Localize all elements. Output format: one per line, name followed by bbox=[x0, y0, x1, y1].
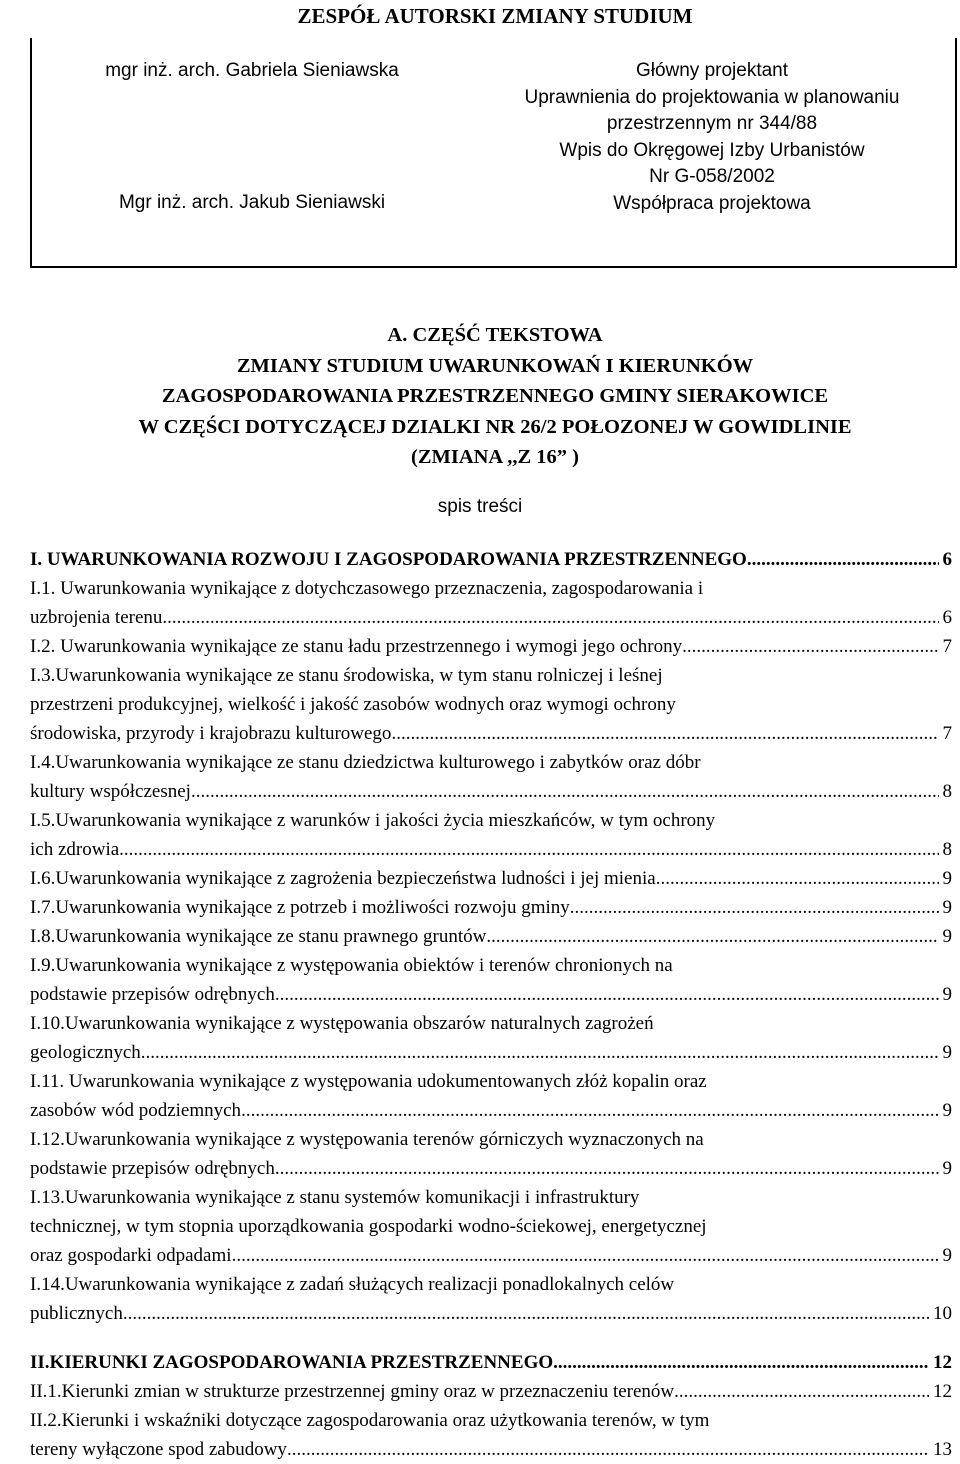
toc-entry-text: I.2. Uwarunkowania wynikające ze stanu ładu przestrzennego i wymogi jego ochrony bbox=[30, 636, 683, 657]
toc-entry-text: geologicznych. bbox=[30, 1042, 146, 1063]
toc-entry-text: oraz gospodarki odpadami bbox=[30, 1245, 232, 1266]
role-line: Główny projektant bbox=[635, 60, 789, 81]
part-heading bbox=[0, 320, 960, 473]
role-line: Nr G-058/2002 bbox=[649, 166, 775, 187]
toc-entry-text: środowiska, przyrody i krajobrazu kulturowego bbox=[30, 723, 392, 744]
toc-entry-line bbox=[30, 864, 952, 893]
toc-page-number: 12 bbox=[933, 1352, 952, 1373]
toc-page-number: 9 bbox=[942, 926, 952, 947]
toc-dot-leader bbox=[275, 980, 939, 1009]
toc-entry-line bbox=[30, 545, 952, 574]
toc-entry-text: kultury współczesnej bbox=[30, 781, 191, 802]
toc-entry[interactable] bbox=[30, 545, 952, 574]
toc-entry-line bbox=[30, 690, 952, 719]
toc-entry-line bbox=[30, 1009, 952, 1038]
heading-line: ZMIANY STUDIUM UWARUNKOWAŃ I KIERUNKÓW bbox=[236, 354, 754, 377]
role-line: Uprawnienia do projektowania w planowaniu bbox=[524, 86, 900, 108]
toc-page-number: 9 bbox=[942, 1042, 952, 1063]
toc-dot-leader bbox=[241, 1096, 938, 1125]
toc-entry-text: podstawie przepisów odrębnych bbox=[30, 984, 275, 1005]
toc-page-number: 6 bbox=[942, 549, 952, 570]
table-of-contents bbox=[30, 545, 952, 1464]
toc-entry-line bbox=[30, 806, 952, 835]
toc-dot-leader bbox=[232, 1241, 939, 1270]
toc-entry[interactable] bbox=[30, 951, 952, 1009]
toc-entry-text: I.4.Uwarunkowania wynikające ze stanu dziedzictwa kulturowego i zabytków oraz dóbr bbox=[30, 752, 701, 773]
toc-page-number: 7 bbox=[942, 636, 952, 657]
toc-entry[interactable] bbox=[30, 574, 952, 632]
toc-entry[interactable] bbox=[30, 1009, 952, 1067]
toc-entry-text: I.3.Uwarunkowania wynikające ze stanu środowiska, w tym stanu rolniczej i leśnej bbox=[30, 665, 663, 686]
toc-page-number: 9 bbox=[942, 984, 952, 1005]
toc-entry[interactable] bbox=[30, 864, 952, 893]
toc-entry-line bbox=[30, 574, 952, 603]
toc-page-number: 13 bbox=[933, 1439, 952, 1460]
toc-entry-text: I.13.Uwarunkowania wynikające z stanu systemów komunikacji i infrastruktury bbox=[30, 1187, 640, 1208]
role-line: Współpraca projektowa bbox=[613, 192, 811, 214]
heading-line: (ZMIANA ,,Z 16” ) bbox=[411, 446, 579, 468]
role-line: Wpis do Okręgowej Izby Urbanistów bbox=[559, 139, 865, 161]
toc-dot-leader bbox=[486, 922, 938, 951]
toc-entry-text: I.8.Uwarunkowania wynikające ze stanu prawnego gruntów bbox=[30, 926, 487, 947]
toc-dot-leader bbox=[146, 1038, 939, 1067]
toc-dot-leader bbox=[119, 835, 938, 864]
toc-entry[interactable] bbox=[30, 1348, 952, 1377]
author-name: mgr inż. arch. Gabriela Sieniawska bbox=[105, 60, 399, 81]
toc-entry-line bbox=[30, 835, 952, 864]
author-name: Mgr inż. arch. Jakub Sieniawski bbox=[118, 192, 386, 213]
toc-entry-line bbox=[30, 719, 952, 748]
toc-entry-text: I.1. Uwarunkowania wynikające z dotychczasowego przeznaczenia, zagospodarowania i bbox=[30, 578, 704, 599]
toc-dot-leader bbox=[275, 1154, 939, 1183]
toc-page-number: 9 bbox=[942, 1245, 952, 1266]
toc-entry[interactable] bbox=[30, 806, 952, 864]
toc-entry-line bbox=[30, 1270, 952, 1299]
toc-page-number: 6 bbox=[942, 607, 952, 628]
toc-entry-text: technicznej, w tym stopnia uporządkowania gospodarki wodno-ściekowej, energetycznej bbox=[30, 1216, 707, 1237]
toc-entry-text: I.14.Uwarunkowania wynikające z zadań służących realizacji ponadlokalnych celów bbox=[30, 1274, 675, 1295]
toc-entry-line bbox=[30, 1183, 952, 1212]
toc-entry-text: I.5.Uwarunkowania wynikające z warunków i jakości życia mieszkańców, w tym ochrony bbox=[30, 810, 716, 831]
toc-page-number: 7 bbox=[942, 723, 952, 744]
toc-dot-leader bbox=[167, 603, 938, 632]
toc-entry-line bbox=[30, 777, 952, 806]
toc-entry-text: II.1.Kierunki zmian w strukturze przestrzennej gminy oraz w przeznaczeniu terenów bbox=[30, 1381, 675, 1402]
toc-entry-text: publicznych bbox=[30, 1303, 123, 1324]
toc-page-number: 9 bbox=[942, 1158, 952, 1179]
toc-entry[interactable] bbox=[30, 1406, 952, 1464]
toc-entry-line bbox=[30, 1212, 952, 1241]
toc-page-number: 9 bbox=[942, 897, 952, 918]
toc-entry-text: podstawie przepisów odrębnych bbox=[30, 1158, 275, 1179]
toc-dot-leader bbox=[656, 864, 939, 893]
toc-entry-line bbox=[30, 1154, 952, 1183]
toc-entry[interactable] bbox=[30, 893, 952, 922]
toc-entry-text: zasobów wód podziemnych bbox=[30, 1100, 242, 1121]
toc-entry-line bbox=[30, 1038, 952, 1067]
toc-label: spis treści bbox=[437, 496, 523, 517]
toc-entry[interactable] bbox=[30, 1377, 952, 1406]
toc-entry-line bbox=[30, 1406, 952, 1435]
toc-dot-leader bbox=[570, 893, 939, 922]
role-line: przestrzennym nr 344/88 bbox=[606, 113, 818, 134]
toc-entry-line bbox=[30, 661, 952, 690]
team-box bbox=[30, 38, 957, 268]
toc-entry[interactable] bbox=[30, 1067, 952, 1125]
toc-dot-leader bbox=[123, 1299, 929, 1328]
toc-entry-text: I.6.Uwarunkowania wynikające z zagrożenia bezpieczeństwa ludności i jej mienia bbox=[30, 868, 656, 889]
toc-entry-line bbox=[30, 632, 952, 661]
toc-entry[interactable] bbox=[30, 632, 952, 661]
heading-line: A. CZĘŚĆ TEKSTOWA bbox=[387, 324, 603, 346]
toc-page-number: 12 bbox=[933, 1381, 952, 1402]
toc-entry-line bbox=[30, 1067, 952, 1096]
toc-entry-line bbox=[30, 1125, 952, 1154]
toc-entry-text: I.11. Uwarunkowania wynikające z występowania udokumentowanych złóż kopalin oraz bbox=[30, 1071, 707, 1092]
toc-entry-line bbox=[30, 1241, 952, 1270]
heading-line: ZAGOSPODAROWANIA PRZESTRZENNEGO GMINY SIERAKOWICE bbox=[161, 385, 829, 407]
toc-dot-leader bbox=[674, 1377, 929, 1406]
author-roles bbox=[502, 58, 922, 217]
toc-page-number: 9 bbox=[942, 1100, 952, 1121]
toc-entry-text: II.KIERUNKI ZAGOSPODAROWANIA PRZESTRZENNEGO bbox=[30, 1352, 554, 1373]
toc-entry[interactable] bbox=[30, 661, 952, 748]
toc-page-number: 9 bbox=[942, 868, 952, 889]
toc-entry-text: przestrzeni produkcyjnej, wielkość i jakość zasobów wodnych oraz wymogi ochrony bbox=[30, 694, 676, 715]
toc-page-number: 10 bbox=[933, 1303, 952, 1324]
toc-entry-text: ich zdrowia bbox=[30, 839, 120, 860]
toc-entry-line bbox=[30, 748, 952, 777]
toc-entry-line bbox=[30, 1096, 952, 1125]
toc-dot-leader bbox=[747, 545, 939, 574]
toc-entry-line bbox=[30, 603, 952, 632]
heading-line: W CZĘŚCI DOTYCZĄCEJ DZIALKI NR 26/2 POŁOZONEJ W GOWIDLINIE bbox=[138, 415, 852, 438]
toc-entry-text: I. UWARUNKOWANIA ROZWOJU I ZAGOSPODAROWANIA PRZESTRZENNEGO bbox=[30, 549, 747, 570]
toc-entry-line bbox=[30, 1299, 952, 1328]
toc-entry-text: II.2.Kierunki i wskaźniki dotyczące zagospodarowania oraz użytkowania terenów, w tym bbox=[30, 1410, 710, 1431]
toc-page-number: 8 bbox=[942, 781, 952, 802]
toc-entry-line bbox=[30, 893, 952, 922]
toc-entry-text: I.12.Uwarunkowania wynikające z występowania terenów górniczych wyznaczonych na bbox=[30, 1129, 704, 1150]
toc-entry[interactable] bbox=[30, 1183, 952, 1270]
toc-entry[interactable] bbox=[30, 748, 952, 806]
toc-entry[interactable] bbox=[30, 1270, 952, 1328]
toc-dot-leader bbox=[191, 777, 939, 806]
toc-entry[interactable] bbox=[30, 1125, 952, 1183]
toc-entry-text: I.9.Uwarunkowania wynikające z występowania obiektów i terenów chronionych na bbox=[30, 955, 673, 976]
toc-dot-leader bbox=[553, 1348, 929, 1377]
toc-entry-line bbox=[30, 1377, 952, 1406]
toc-entry-line bbox=[30, 951, 952, 980]
toc-entry-line bbox=[30, 980, 952, 1009]
toc-entry-line bbox=[30, 1348, 952, 1377]
toc-entry-text: I.7.Uwarunkowania wynikające z potrzeb i możliwości rozwoju gminy bbox=[30, 897, 570, 918]
toc-page-number: 8 bbox=[942, 839, 952, 860]
toc-entry-text: I.10.Uwarunkowania wynikające z występowania obszarów naturalnych zagrożeń bbox=[30, 1013, 654, 1034]
toc-entry-text: uzbrojenia terenu. bbox=[30, 607, 168, 628]
toc-entry-line bbox=[30, 922, 952, 951]
team-title: ZESPÓŁ AUTORSKI ZMIANY STUDIUM bbox=[297, 4, 693, 28]
toc-dot-leader bbox=[391, 719, 938, 748]
toc-entry[interactable] bbox=[30, 922, 952, 951]
toc-entry-text: tereny wyłączone spod zabudowy bbox=[30, 1439, 287, 1460]
toc-dot-leader bbox=[682, 632, 938, 661]
